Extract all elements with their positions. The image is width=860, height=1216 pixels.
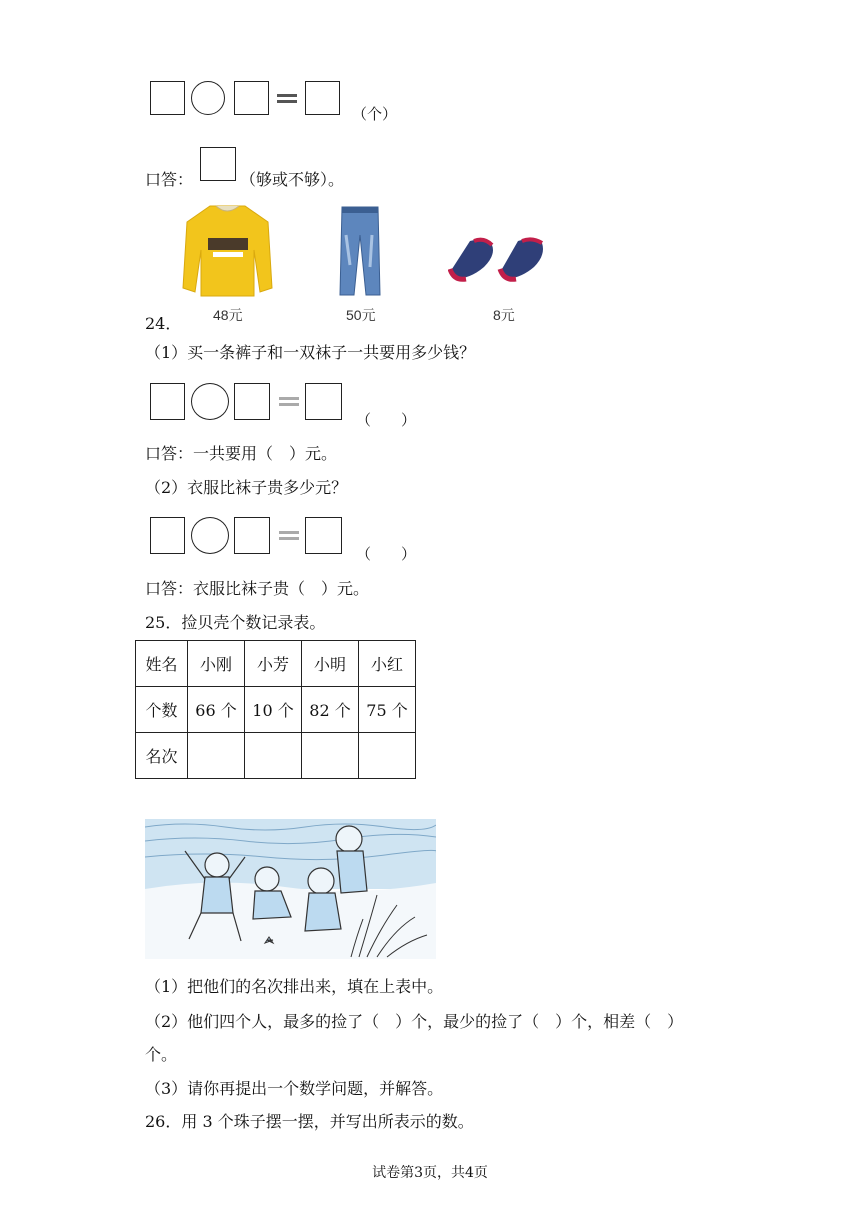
rank-input-cell[interactable] — [359, 733, 416, 779]
table-row — [136, 687, 416, 733]
equals-sign — [277, 94, 297, 103]
table-cell: 小红 — [359, 641, 416, 687]
jeans-image — [336, 205, 384, 297]
table-cell: 姓名 — [136, 641, 188, 687]
answer-box[interactable] — [234, 81, 269, 115]
table-cell: 82 个 — [302, 687, 359, 733]
q26-text: 26．用 3 个珠子摆一摆，并写出所表示的数。 — [145, 1112, 474, 1131]
answer-suffix: （够或不够）。 — [240, 170, 345, 189]
sweater-price: 48元 — [213, 307, 243, 323]
unit-paren: （ ） — [356, 411, 417, 429]
question-number-24: 24． — [145, 314, 182, 333]
answer-box[interactable] — [234, 383, 270, 420]
table-cell: 66 个 — [188, 687, 245, 733]
unit-paren: （个） — [352, 105, 398, 123]
table-cell: 75 个 — [359, 687, 416, 733]
table-row — [136, 733, 416, 779]
table-cell: 小芳 — [245, 641, 302, 687]
unit-paren: （ ） — [356, 545, 417, 563]
q25-title: 25．捡贝壳个数记录表。 — [145, 613, 326, 632]
answer-label: 口答： — [145, 170, 194, 189]
q24-part1-question: （1）买一条裤子和一双袜子一共要用多少钱？ — [145, 343, 476, 362]
table-cell: 名次 — [136, 733, 188, 779]
socks-price: 8元 — [493, 307, 515, 323]
sweater-image — [180, 200, 275, 300]
q25-sub3: （3）请你再提出一个数学问题，并解答。 — [145, 1079, 444, 1098]
jeans-price: 50元 — [346, 307, 376, 323]
q24-part2-answer: 口答：衣服比袜子贵（ ）元。 — [145, 579, 370, 598]
q25-sub2-line2: 个。 — [145, 1045, 178, 1064]
q24-part1-answer: 口答：一共要用（ ）元。 — [145, 444, 338, 463]
rank-input-cell[interactable] — [302, 733, 359, 779]
q24-part2-question: （2）衣服比袜子贵多少元？ — [145, 478, 348, 497]
rank-input-cell[interactable] — [188, 733, 245, 779]
answer-box[interactable] — [234, 517, 270, 554]
socks-image — [448, 235, 548, 287]
table-row — [136, 641, 416, 687]
answer-box[interactable] — [305, 383, 342, 420]
answer-box[interactable] — [305, 517, 342, 554]
operator-circle[interactable] — [191, 383, 229, 420]
beach-illustration — [145, 817, 436, 959]
answer-box[interactable] — [150, 383, 185, 420]
table-cell: 小刚 — [188, 641, 245, 687]
table-cell: 10 个 — [245, 687, 302, 733]
table-cell: 小明 — [302, 641, 359, 687]
q25-sub1: （1）把他们的名次排出来，填在上表中。 — [145, 977, 444, 996]
page-footer: 试卷第3页，共4页 — [372, 1165, 488, 1181]
q25-sub2-line1: （2）他们四个人，最多的捡了（ ）个，最少的捡了（ ）个，相差（ ） — [145, 1012, 684, 1031]
answer-box[interactable] — [150, 81, 185, 115]
operator-circle[interactable] — [191, 81, 225, 115]
answer-box[interactable] — [200, 147, 236, 181]
answer-box[interactable] — [150, 517, 185, 554]
equals-sign — [279, 397, 299, 406]
shell-count-table — [135, 640, 416, 779]
table-cell: 个数 — [136, 687, 188, 733]
equals-sign — [279, 531, 299, 540]
operator-circle[interactable] — [191, 517, 229, 554]
answer-box[interactable] — [305, 81, 340, 115]
rank-input-cell[interactable] — [245, 733, 302, 779]
